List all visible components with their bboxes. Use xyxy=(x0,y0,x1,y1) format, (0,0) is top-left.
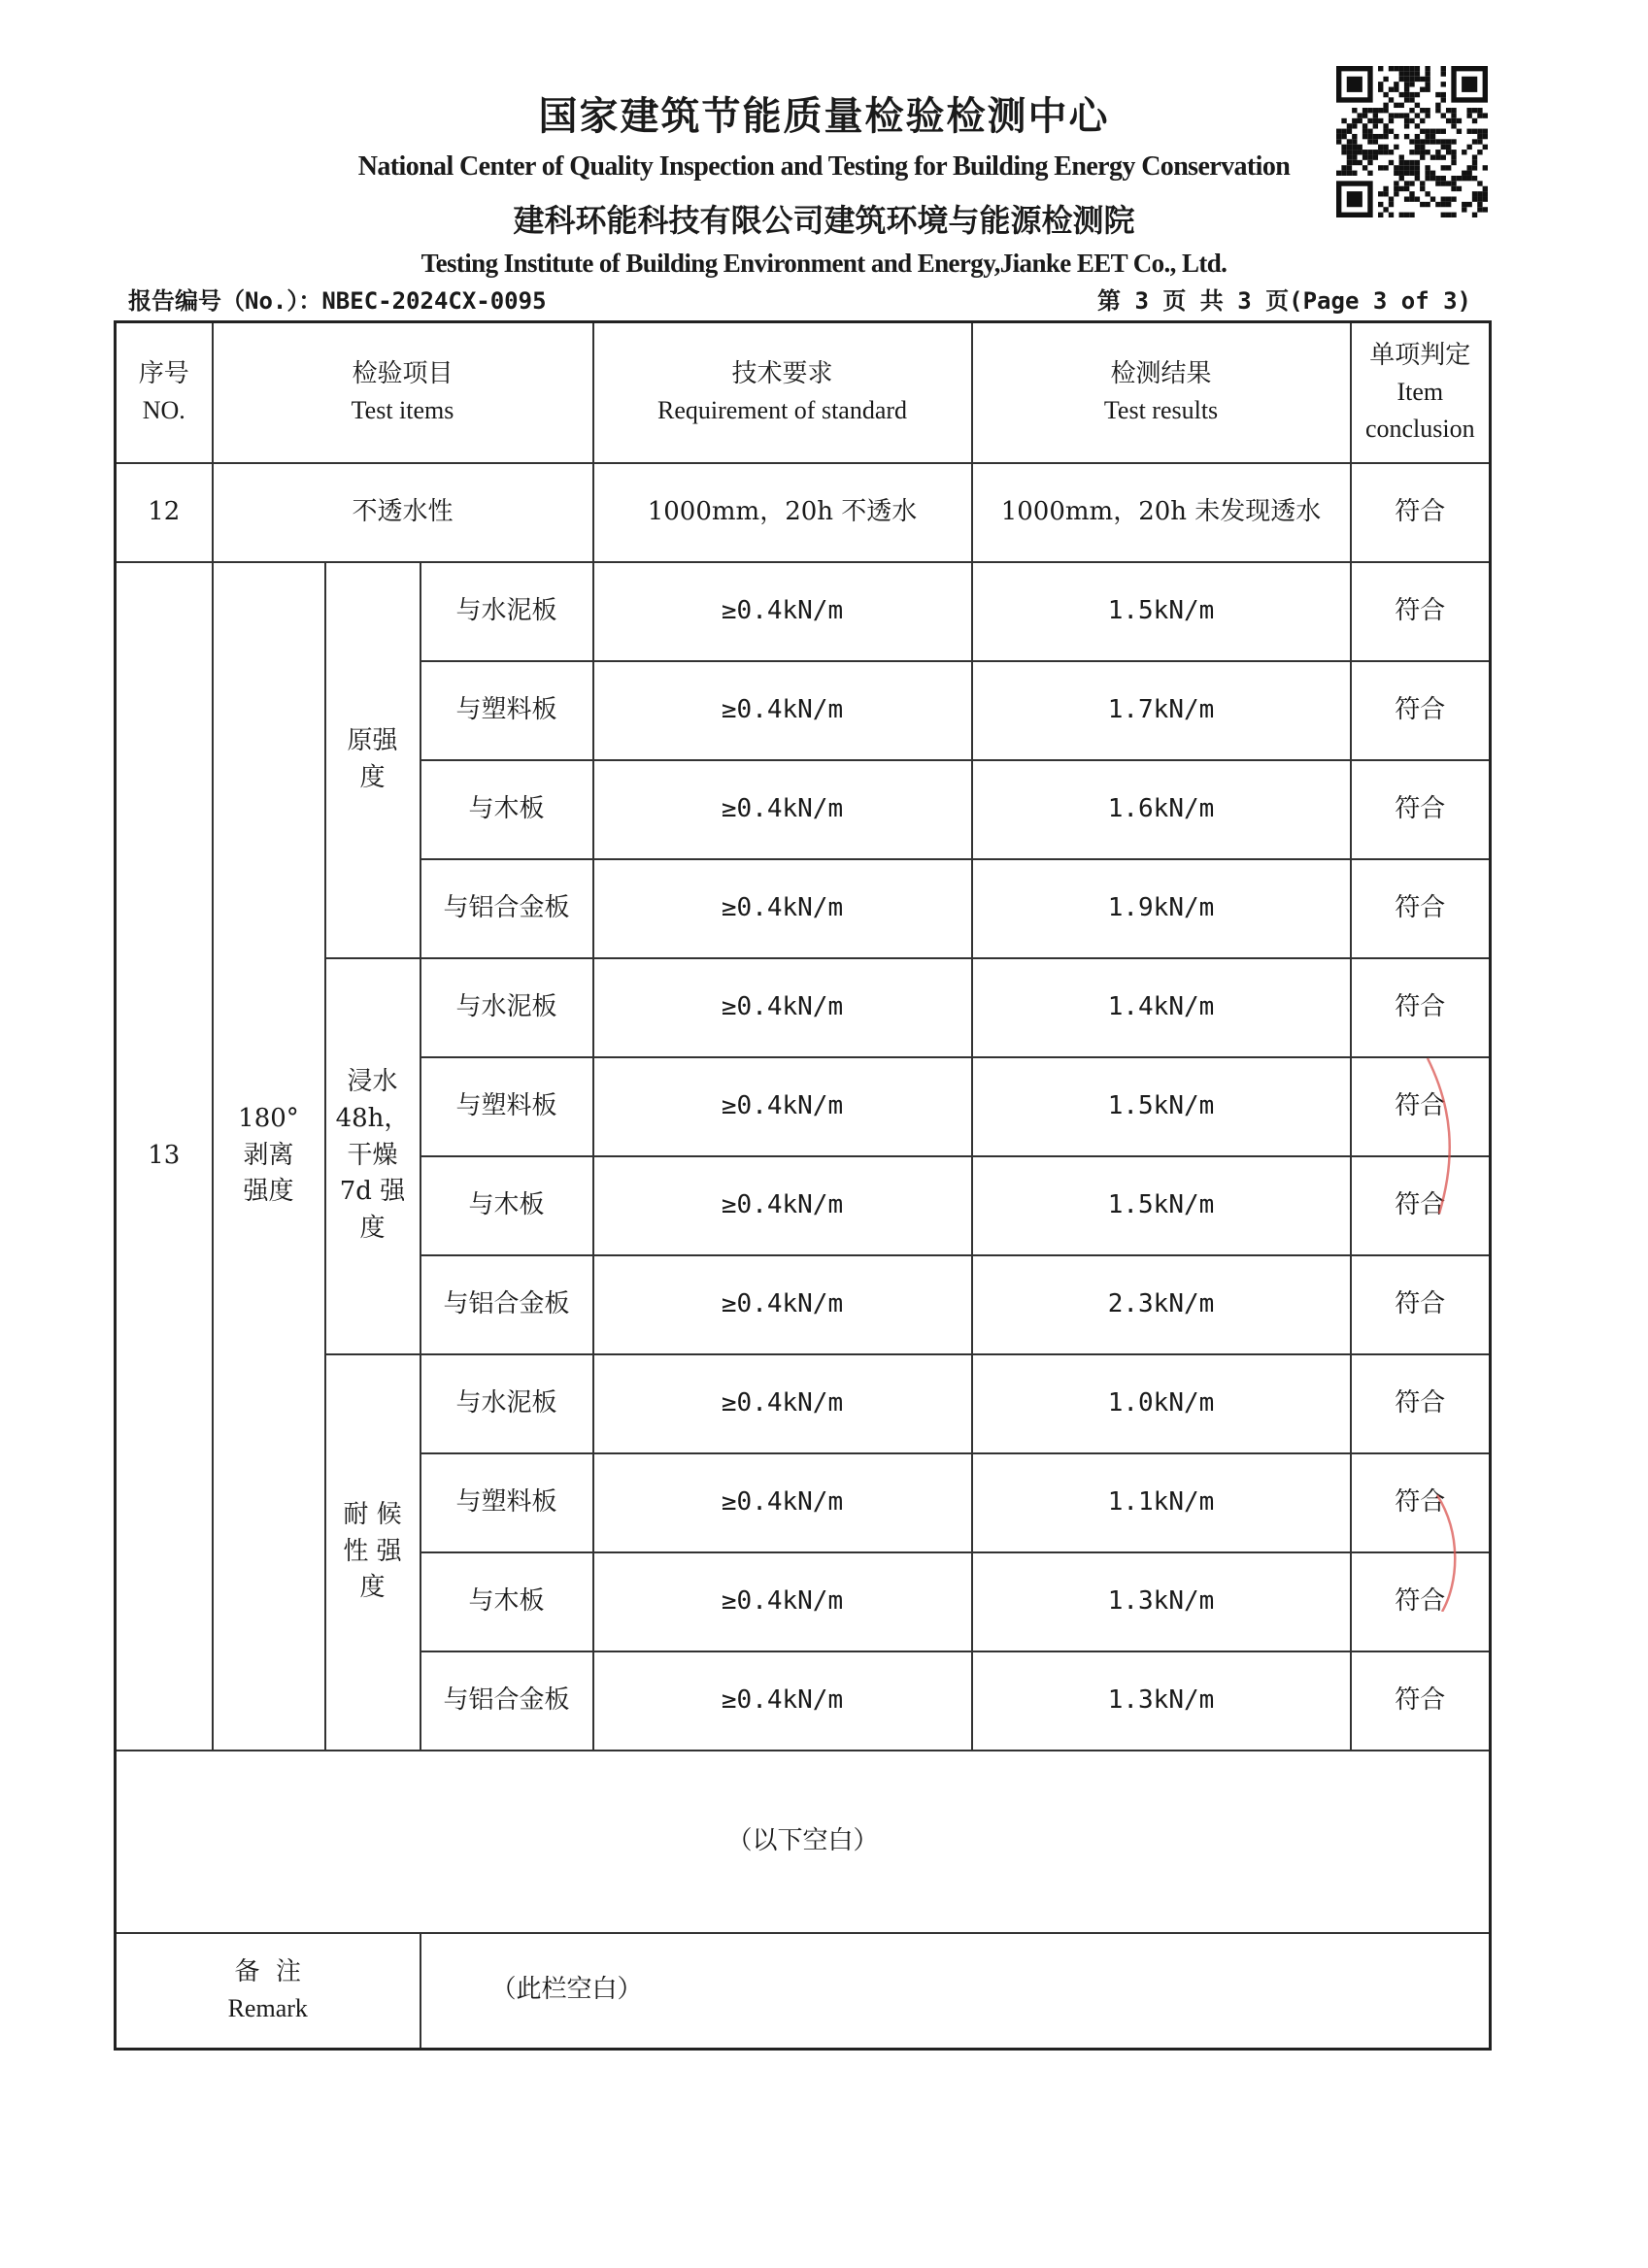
result-cell: 1.4kN/m xyxy=(972,958,1351,1057)
condition-label-line: 度 xyxy=(359,1214,386,1244)
conclusion-cell: 符合 xyxy=(1351,1552,1491,1651)
requirement-cell: ≥0.4kN/m xyxy=(593,1552,972,1651)
condition-group-label xyxy=(325,958,420,1354)
condition-label-line: 48h， xyxy=(335,1103,410,1133)
qr-code-icon[interactable] xyxy=(1336,66,1488,217)
institute-name-english: Testing Institute of Building Environment and Energy,Jianke EET Co., Ltd. xyxy=(420,249,1228,278)
result-cell: 1.5kN/m xyxy=(972,1057,1351,1156)
column-header-no xyxy=(116,322,213,463)
conclusion-cell: 符合 xyxy=(1351,661,1491,760)
condition-label-line: 7d 强 xyxy=(339,1177,406,1207)
substrate-cell: 与水泥板 xyxy=(420,958,593,1057)
column-header-items-en: Test items xyxy=(351,396,454,425)
test-item-line: 剥离 xyxy=(243,1140,294,1170)
test-item-line: 强度 xyxy=(243,1177,294,1207)
remark-label-cn: 备 注 xyxy=(234,1956,302,1986)
condition-label-line: 性 强 xyxy=(343,1536,402,1566)
remark-label-en: Remark xyxy=(227,1994,308,2023)
substrate-cell: 与水泥板 xyxy=(420,1354,593,1453)
requirement-cell: ≥0.4kN/m xyxy=(593,1354,972,1453)
remark-value: （此栏空白） xyxy=(420,1933,1491,2050)
substrate-cell: 与木板 xyxy=(420,1156,593,1255)
column-header-no-en: NO. xyxy=(142,396,185,425)
blank-note-row xyxy=(116,1751,1491,1933)
substrate-cell: 与塑料板 xyxy=(420,1057,593,1156)
conclusion-cell: 符合 xyxy=(1351,1156,1491,1255)
conclusion-cell: 符合 xyxy=(1351,1651,1491,1751)
requirement-cell: ≥0.4kN/m xyxy=(593,661,972,760)
result-cell: 1.1kN/m xyxy=(972,1453,1351,1552)
conclusion-cell: 符合 xyxy=(1351,562,1491,661)
condition-label-line: 浸水 xyxy=(347,1067,398,1097)
page-title: 国家建筑节能质量检验检测中心 xyxy=(538,94,1110,139)
requirement-cell: ≥0.4kN/m xyxy=(593,859,972,958)
condition-label-line: 原强 xyxy=(347,725,398,755)
blank-note: （以下空白） xyxy=(116,1751,1491,1933)
institute-name: 建科环能科技有限公司建筑环境与能源检测院 xyxy=(513,202,1135,239)
substrate-cell: 与铝合金板 xyxy=(420,1255,593,1354)
column-header-conclusion-en1: Item xyxy=(1396,378,1444,407)
condition-label-line: 干燥 xyxy=(347,1140,398,1170)
conclusion-cell: 符合 xyxy=(1351,1354,1491,1453)
result-cell: 1000mm，20h 未发现透水 xyxy=(972,463,1351,562)
remark-row xyxy=(116,1933,1491,2050)
test-item-peel-strength xyxy=(213,562,325,1751)
requirement-cell: ≥0.4kN/m xyxy=(593,760,972,859)
column-header-requirement-en: Requirement of standard xyxy=(657,396,908,425)
column-header-items xyxy=(213,322,593,463)
substrate-cell: 与铝合金板 xyxy=(420,859,593,958)
requirement-cell: ≥0.4kN/m xyxy=(593,1057,972,1156)
requirement-cell: ≥0.4kN/m xyxy=(593,1255,972,1354)
test-item-line: 180° xyxy=(238,1103,299,1133)
conclusion-cell: 符合 xyxy=(1351,1453,1491,1552)
substrate-cell: 与木板 xyxy=(420,1552,593,1651)
substrate-cell: 与塑料板 xyxy=(420,661,593,760)
substrate-cell: 与塑料板 xyxy=(420,1453,593,1552)
result-cell: 2.3kN/m xyxy=(972,1255,1351,1354)
result-cell: 1.3kN/m xyxy=(972,1651,1351,1751)
requirement-cell: ≥0.4kN/m xyxy=(593,562,972,661)
condition-label-line: 度 xyxy=(359,762,386,792)
conclusion-cell: 符合 xyxy=(1351,1255,1491,1354)
page-title-english: National Center of Quality Inspection and Testing for Building Energy Conservation xyxy=(357,151,1291,182)
result-cell: 1.9kN/m xyxy=(972,859,1351,958)
result-cell: 1.3kN/m xyxy=(972,1552,1351,1651)
requirement-cell: ≥0.4kN/m xyxy=(593,958,972,1057)
column-header-conclusion-cn: 单项判定 xyxy=(1369,340,1471,370)
condition-group-label xyxy=(325,1354,420,1751)
substrate-cell: 与水泥板 xyxy=(420,562,593,661)
result-cell: 1.5kN/m xyxy=(972,1156,1351,1255)
column-header-no-cn: 序号 xyxy=(138,358,189,388)
column-header-requirement-cn: 技术要求 xyxy=(731,358,833,388)
requirement-cell: ≥0.4kN/m xyxy=(593,1156,972,1255)
page-indicator: 第 3 页 共 3 页(Page 3 of 3) xyxy=(1097,287,1471,315)
conclusion-cell: 符合 xyxy=(1351,1057,1491,1156)
conclusion-cell: 符合 xyxy=(1351,760,1491,859)
result-cell: 1.5kN/m xyxy=(972,562,1351,661)
table-body xyxy=(116,322,1491,2050)
conclusion-cell: 符合 xyxy=(1351,958,1491,1057)
table-row xyxy=(116,463,1491,562)
test-results-table xyxy=(114,320,1492,2051)
column-header-items-cn: 检验项目 xyxy=(352,358,454,388)
conclusion-cell: 符合 xyxy=(1351,463,1491,562)
result-cell: 1.7kN/m xyxy=(972,661,1351,760)
condition-label-line: 度 xyxy=(359,1573,386,1603)
column-header-results-cn: 检测结果 xyxy=(1110,358,1212,388)
column-header-requirement xyxy=(593,322,972,463)
substrate-cell: 与木板 xyxy=(420,760,593,859)
requirement-cell: ≥0.4kN/m xyxy=(593,1453,972,1552)
remark-label xyxy=(116,1933,420,2050)
result-cell: 1.0kN/m xyxy=(972,1354,1351,1453)
condition-label-line: 耐 候 xyxy=(343,1499,402,1529)
condition-group-label xyxy=(325,562,420,958)
column-header-conclusion-en2: conclusion xyxy=(1364,415,1475,444)
requirement-cell: ≥0.4kN/m xyxy=(593,1651,972,1751)
table-header-row xyxy=(116,322,1491,463)
column-header-conclusion xyxy=(1351,322,1491,463)
conclusion-cell: 符合 xyxy=(1351,859,1491,958)
row-number: 13 xyxy=(116,562,213,1751)
report-number: 报告编号（No.）：NBEC-2024CX-0095 xyxy=(128,287,547,315)
column-header-results-en: Test results xyxy=(1103,396,1219,425)
result-cell: 1.6kN/m xyxy=(972,760,1351,859)
row-number: 12 xyxy=(116,463,213,562)
table-row xyxy=(116,562,1491,661)
requirement-cell: 1000mm，20h 不透水 xyxy=(593,463,972,562)
substrate-cell: 与铝合金板 xyxy=(420,1651,593,1751)
test-item: 不透水性 xyxy=(213,463,593,562)
column-header-results xyxy=(972,322,1351,463)
